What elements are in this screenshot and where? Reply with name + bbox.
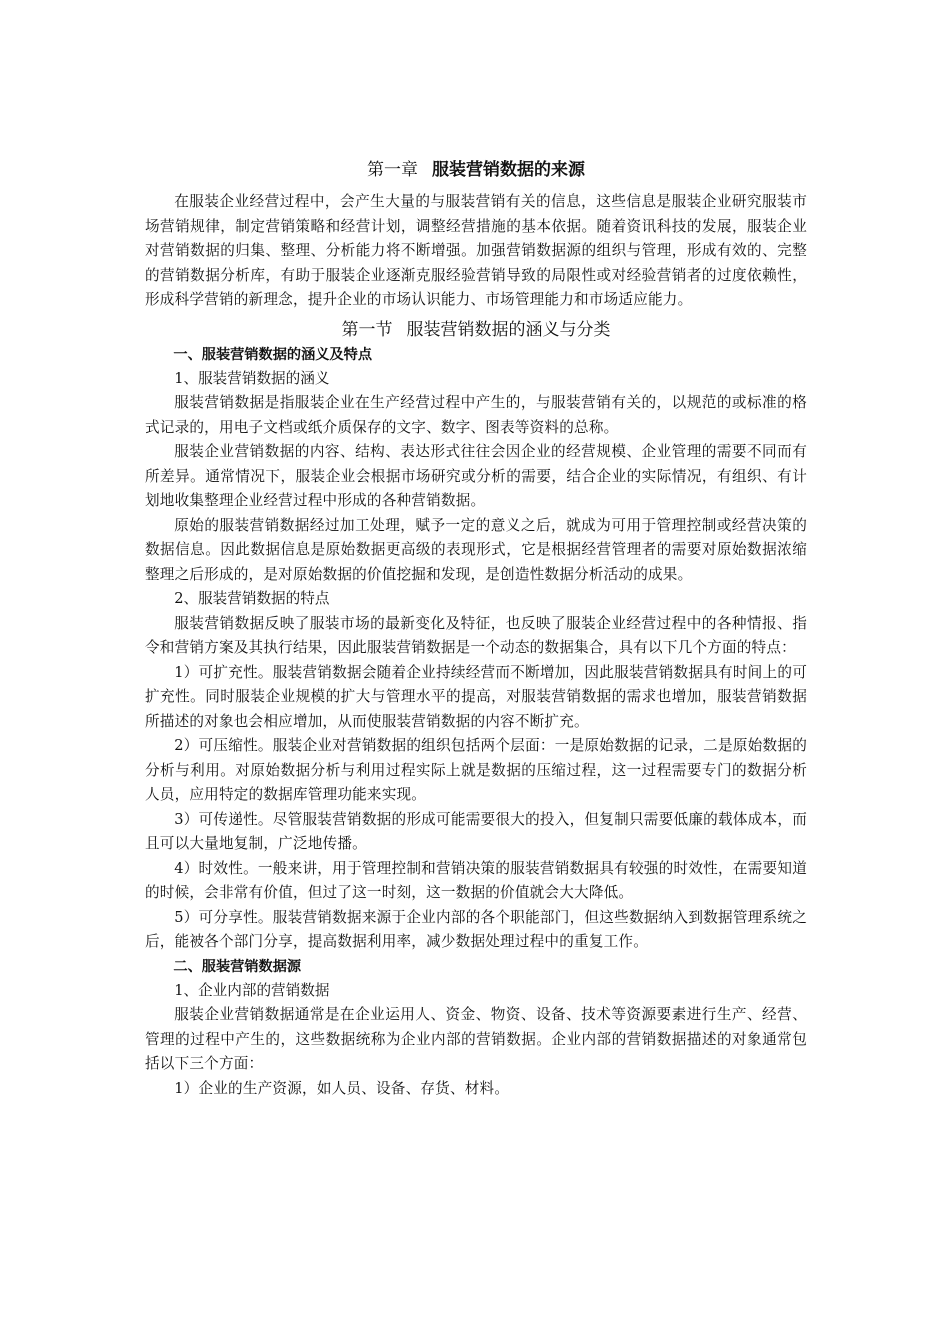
chapter-title [145,156,807,184]
document-body [145,156,807,1101]
section-name: 服装营销数据的涵义与分类 [406,319,611,340]
heading-part1: 一、服装营销数据的涵义及特点 [173,346,373,363]
paragraph: 服装企业营销数据通常是在企业运用人、资金、物资、设备、技术等资源要素进行生产、经营、管理的过程中产生的，这些数据统称为企业内部的营销数据。企业内部的营销数据描述的对象通常包括以下三个方面： [145,1006,807,1072]
section-title [145,317,807,343]
section-number: 第一节 [341,319,393,340]
feature-item: 5）可分享性。服装营销数据来源于企业内部的各个职能部门，但这些数据纳入到数据管理系统之后，能被各个部门分享，提高数据利用率，减少数据处理过程中的重复工作。 [145,908,807,950]
chapter-number: 第一章 [367,160,418,180]
subheading-features: 2、服装营销数据的特点 [174,590,330,607]
paragraph: 服装营销数据反映了服装市场的最新变化及特征，也反映了服装企业经营过程中的各种情报、指令和营销方案及其执行结果，因此服装营销数据是一个动态的数据集合，具有以下几个方面的特点： [145,614,807,656]
list-item: 1）企业的生产资源，如人员、设备、存货、材料。 [174,1079,510,1097]
chapter-name: 服装营销数据的来源 [432,160,585,180]
subheading-meaning: 1、服装营销数据的涵义 [174,369,330,387]
feature-item: 3）可传递性。尽管服装营销数据的形成可能需要很大的投入，但复制只需要低廉的载体成本，而且可以大量地复制，广泛地传播。 [145,810,807,852]
feature-item: 4）时效性。一般来讲，用于管理控制和营销决策的服装营销数据具有较强的时效性，在需要知道的时候，会非常有价值，但过了这一时刻，这一数据的价值就会大大降低。 [145,859,807,901]
feature-item: 1）可扩充性。服装营销数据会随着企业持续经营而不断增加，因此服装营销数据具有时间上的可扩充性。同时服装企业规模的扩大与管理水平的提高，对服装营销数据的需求也增加，服装营销数据所描述的对象也会相应增加，从而使服装营销数据的内容不断扩充。 [145,663,807,730]
paragraph: 服装营销数据是指服装企业在生产经营过程中产生的，与服装营销有关的，以规范的或标准的格式记录的，用电子文档或纸介质保存的文字、数字、图表等资料的总称。 [145,394,807,436]
subheading-internal-data: 1、企业内部的营销数据 [174,981,330,999]
intro-paragraph: 在服装企业经营过程中，会产生大量的与服装营销有关的信息，这些信息是服装企业研究服装市场营销规律，制定营销策略和经营计划，调整经营措施的基本依据。随着资讯科技的发展，服装企业对营销数据的归集、整理、分析能力将不断增强。加强营销数据源的组织与管理，形成有效的、完整的营销数据分析库，有助于服装企业逐渐克服经验营销导致的局限性或对经验营销者的过度依赖性，形成科学营销的新理念，提升企业的市场认识能力、市场管理能力和市场适应能力。 [145,193,807,308]
paragraph: 原始的服装营销数据经过加工处理，赋予一定的意义之后，就成为可用于管理控制或经营决策的数据信息。因此数据信息是原始数据更高级的表现形式，它是根据经营管理者的需要对原始数据浓缩整理之后形成的，是对原始数据的价值挖掘和发现，是创造性数据分析活动的成果。 [145,516,807,583]
feature-item: 2）可压缩性。服装企业对营销数据的组织包括两个层面：一是原始数据的记录，二是原始数据的分析与利用。对原始数据分析与利用过程实际上就是数据的压缩过程，这一过程需要专门的数据分析人员，应用特定的数据库管理功能来实现。 [145,737,807,803]
heading-part2: 二、服装营销数据源 [173,958,302,975]
paragraph: 服装企业营销数据的内容、结构、表达形式往往会因企业的经营规模、企业管理的需要不同而有所差异。通常情况下，服装企业会根据市场研究或分析的需要，结合企业的实际情况，有组织、有计划地收集整理企业经营过程中形成的各种营销数据。 [145,443,807,509]
